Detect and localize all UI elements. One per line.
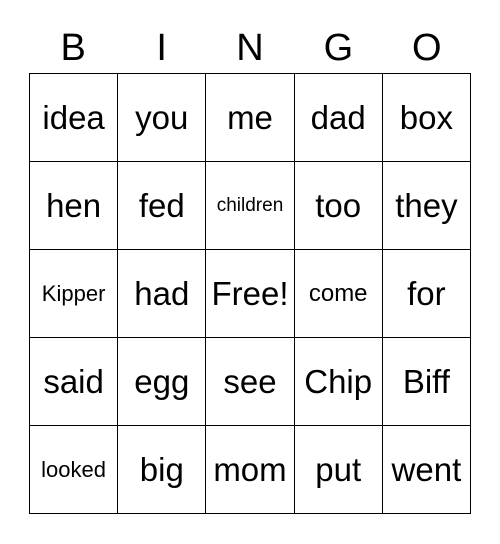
bingo-cell[interactable]: Kipper bbox=[30, 250, 118, 338]
bingo-header bbox=[29, 22, 471, 74]
bingo-board bbox=[29, 73, 471, 514]
header-letter-o: O bbox=[412, 27, 442, 69]
bingo-cell[interactable]: you bbox=[118, 74, 206, 162]
bingo-cell[interactable]: Biff bbox=[383, 338, 471, 426]
bingo-cell[interactable]: they bbox=[383, 162, 471, 250]
bingo-cell[interactable]: went bbox=[383, 426, 471, 514]
bingo-cell[interactable]: for bbox=[383, 250, 471, 338]
bingo-cell[interactable]: idea bbox=[30, 74, 118, 162]
bingo-cell[interactable]: had bbox=[118, 250, 206, 338]
bingo-cell[interactable]: come bbox=[295, 250, 383, 338]
header-letter-g: G bbox=[323, 27, 354, 69]
bingo-cell[interactable]: Chip bbox=[295, 338, 383, 426]
header-letter-n: N bbox=[236, 27, 264, 69]
bingo-cell[interactable]: big bbox=[118, 426, 206, 514]
bingo-cell[interactable]: see bbox=[206, 338, 294, 426]
bingo-cell[interactable]: dad bbox=[295, 74, 383, 162]
bingo-cell[interactable]: too bbox=[295, 162, 383, 250]
bingo-cell[interactable]: fed bbox=[118, 162, 206, 250]
bingo-cell[interactable]: me bbox=[206, 74, 294, 162]
bingo-cell[interactable]: said bbox=[30, 338, 118, 426]
header-letter-b: B bbox=[60, 27, 86, 69]
bingo-cell[interactable]: mom bbox=[206, 426, 294, 514]
bingo-cell[interactable]: egg bbox=[118, 338, 206, 426]
bingo-cell[interactable]: looked bbox=[30, 426, 118, 514]
bingo-cell[interactable]: children bbox=[206, 162, 294, 250]
bingo-cell[interactable]: put bbox=[295, 426, 383, 514]
header-letter-i: I bbox=[156, 27, 167, 69]
bingo-cell[interactable]: box bbox=[383, 74, 471, 162]
bingo-cell[interactable]: hen bbox=[30, 162, 118, 250]
free-space-cell[interactable]: Free! bbox=[206, 250, 294, 338]
